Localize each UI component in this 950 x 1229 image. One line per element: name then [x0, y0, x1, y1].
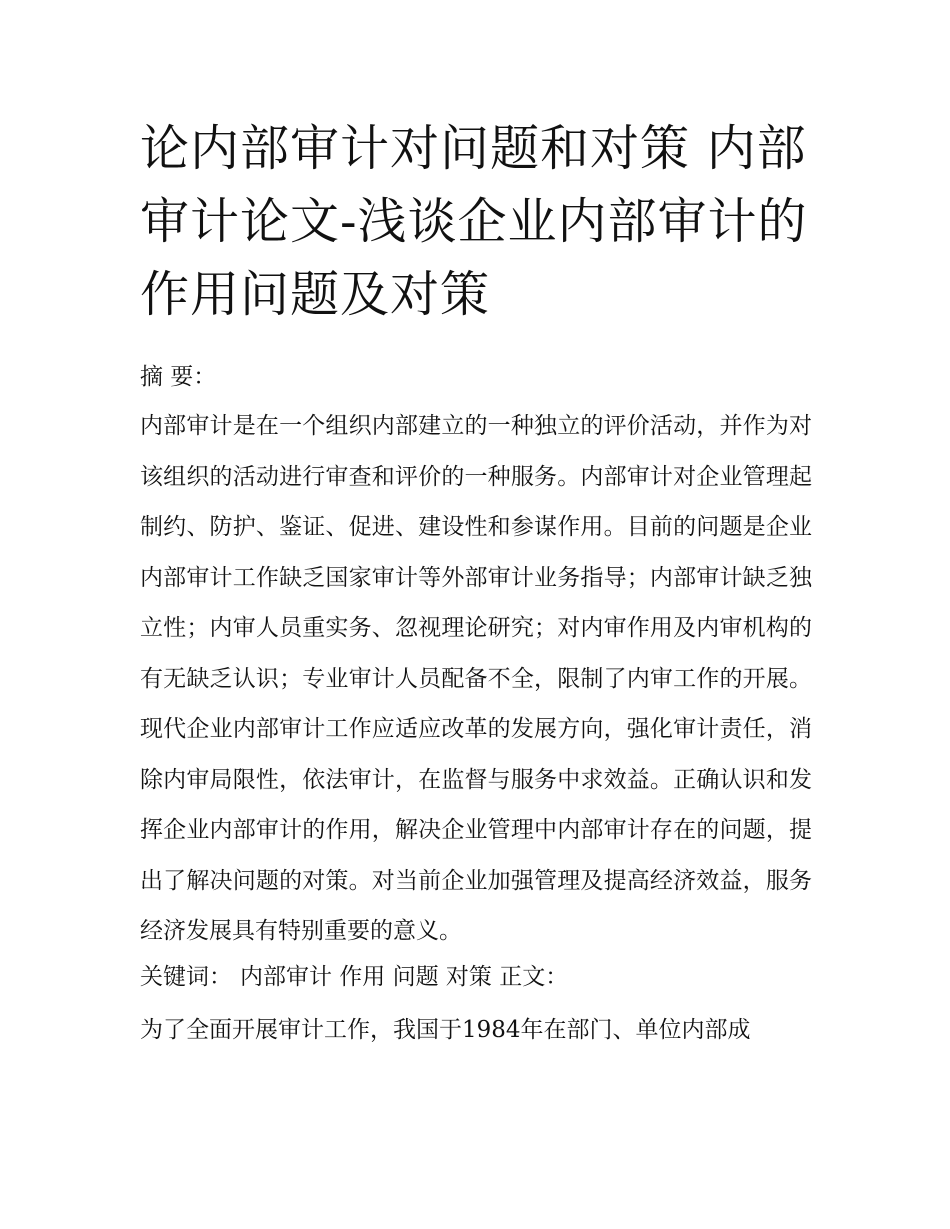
keywords-line — [140, 959, 812, 995]
keywords-label: 关键词： — [140, 963, 232, 990]
abstract-paragraph: 内部审计是在一个组织内部建立的一种独立的评价活动，并作为对该组织的活动进行审查和评价的一种服务。内部审计对企业管理起制约、防护、鉴证、促进、建设性和参谋作用。目前的问题是企业内部审计工作缺乏国家审计等外部审计业务指导；内部审计缺乏独立性；内审人员重实务、忽视理论研究；对内审作用及内审机构的有无缺乏认识；专业审计人员配备不全，限制了内审工作的开展。现代企业内部审计工作应适应改革的发展方向，强化审计责任，消除内审局限性，依法审计，在监督与服务中求效益。正确认识和发挥企业内部审计的作用，解决企业管理中内部审计存在的问题，提出了解决问题的对策。对当前企业加强管理及提高经济效益，服务经济发展具有特别重要的意义。 — [140, 413, 812, 944]
document-page — [140, 112, 812, 1055]
document-title: 论内部审计对问题和对策 内部审计论文-浅谈企业内部审计的作用问题及对策 — [140, 120, 808, 323]
body-paragraph: 为了全面开展审计工作，我国于1984年在部门、单位内部成 — [140, 1016, 751, 1043]
keywords-text: 内部审计 作用 问题 对策 正文： — [240, 963, 569, 990]
abstract-label: 摘 要： — [140, 364, 217, 390]
